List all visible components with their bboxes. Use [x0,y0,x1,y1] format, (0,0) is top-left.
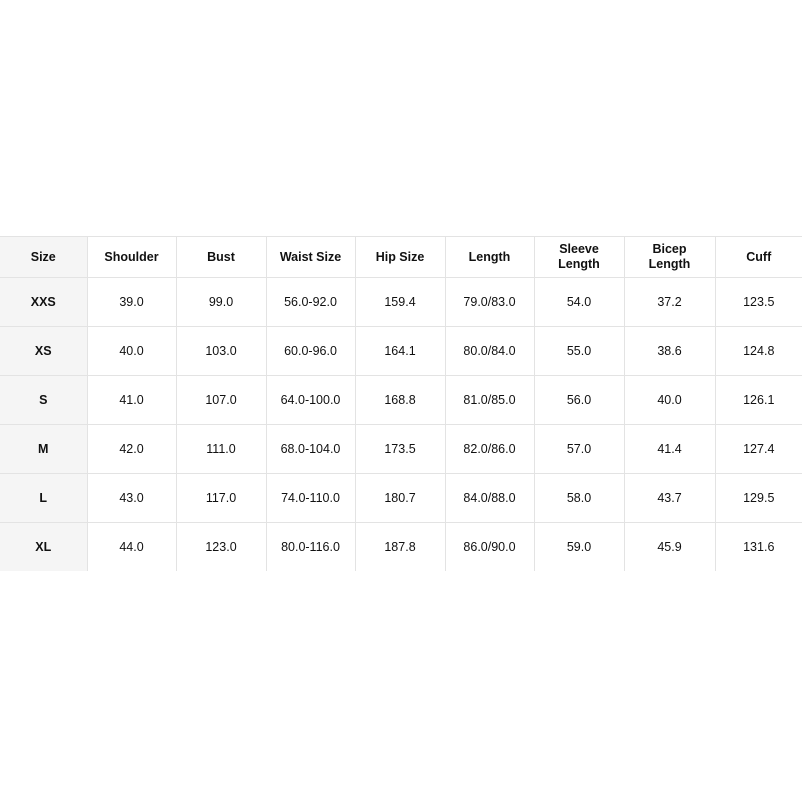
waist-size-value: 68.0-104.0 [266,425,355,474]
table-row [0,327,802,376]
size-label: XL [0,523,87,572]
header-sleeve-length: Sleeve Length [534,237,624,278]
size-label: XS [0,327,87,376]
hip-size-value: 173.5 [355,425,445,474]
shoulder-value: 39.0 [87,278,176,327]
cuff-value: 123.5 [715,278,802,327]
sleeve-length-value: 59.0 [534,523,624,572]
length-value: 82.0/86.0 [445,425,534,474]
waist-size-value: 60.0-96.0 [266,327,355,376]
header-bicep-length: Bicep Length [624,237,715,278]
table-row [0,425,802,474]
bust-value: 99.0 [176,278,266,327]
header-bust: Bust [176,237,266,278]
bust-value: 107.0 [176,376,266,425]
header-row [0,237,802,278]
table-row [0,376,802,425]
hip-size-value: 164.1 [355,327,445,376]
bicep-length-value: 37.2 [624,278,715,327]
bust-value: 103.0 [176,327,266,376]
cuff-value: 126.1 [715,376,802,425]
size-label: M [0,425,87,474]
bicep-length-value: 38.6 [624,327,715,376]
bicep-length-value: 45.9 [624,523,715,572]
length-value: 86.0/90.0 [445,523,534,572]
header-hip-size: Hip Size [355,237,445,278]
bicep-length-value: 41.4 [624,425,715,474]
table-row [0,523,802,572]
header-shoulder: Shoulder [87,237,176,278]
cuff-value: 131.6 [715,523,802,572]
sleeve-length-value: 54.0 [534,278,624,327]
header-size: Size [0,237,87,278]
shoulder-value: 43.0 [87,474,176,523]
shoulder-value: 40.0 [87,327,176,376]
hip-size-value: 159.4 [355,278,445,327]
hip-size-value: 187.8 [355,523,445,572]
hip-size-value: 168.8 [355,376,445,425]
cuff-value: 127.4 [715,425,802,474]
bust-value: 111.0 [176,425,266,474]
sleeve-length-value: 58.0 [534,474,624,523]
size-label: S [0,376,87,425]
length-value: 81.0/85.0 [445,376,534,425]
sleeve-length-value: 55.0 [534,327,624,376]
length-value: 80.0/84.0 [445,327,534,376]
waist-size-value: 80.0-116.0 [266,523,355,572]
size-chart-table [0,236,802,571]
bicep-length-value: 43.7 [624,474,715,523]
bicep-length-value: 40.0 [624,376,715,425]
header-waist-size: Waist Size [266,237,355,278]
table-row [0,474,802,523]
waist-size-value: 56.0-92.0 [266,278,355,327]
hip-size-value: 180.7 [355,474,445,523]
shoulder-value: 41.0 [87,376,176,425]
bust-value: 117.0 [176,474,266,523]
cuff-value: 129.5 [715,474,802,523]
shoulder-value: 42.0 [87,425,176,474]
sleeve-length-value: 57.0 [534,425,624,474]
header-length: Length [445,237,534,278]
shoulder-value: 44.0 [87,523,176,572]
length-value: 79.0/83.0 [445,278,534,327]
table-row [0,278,802,327]
header-cuff: Cuff [715,237,802,278]
size-label: XXS [0,278,87,327]
sleeve-length-value: 56.0 [534,376,624,425]
bust-value: 123.0 [176,523,266,572]
cuff-value: 124.8 [715,327,802,376]
waist-size-value: 64.0-100.0 [266,376,355,425]
size-label: L [0,474,87,523]
length-value: 84.0/88.0 [445,474,534,523]
waist-size-value: 74.0-110.0 [266,474,355,523]
